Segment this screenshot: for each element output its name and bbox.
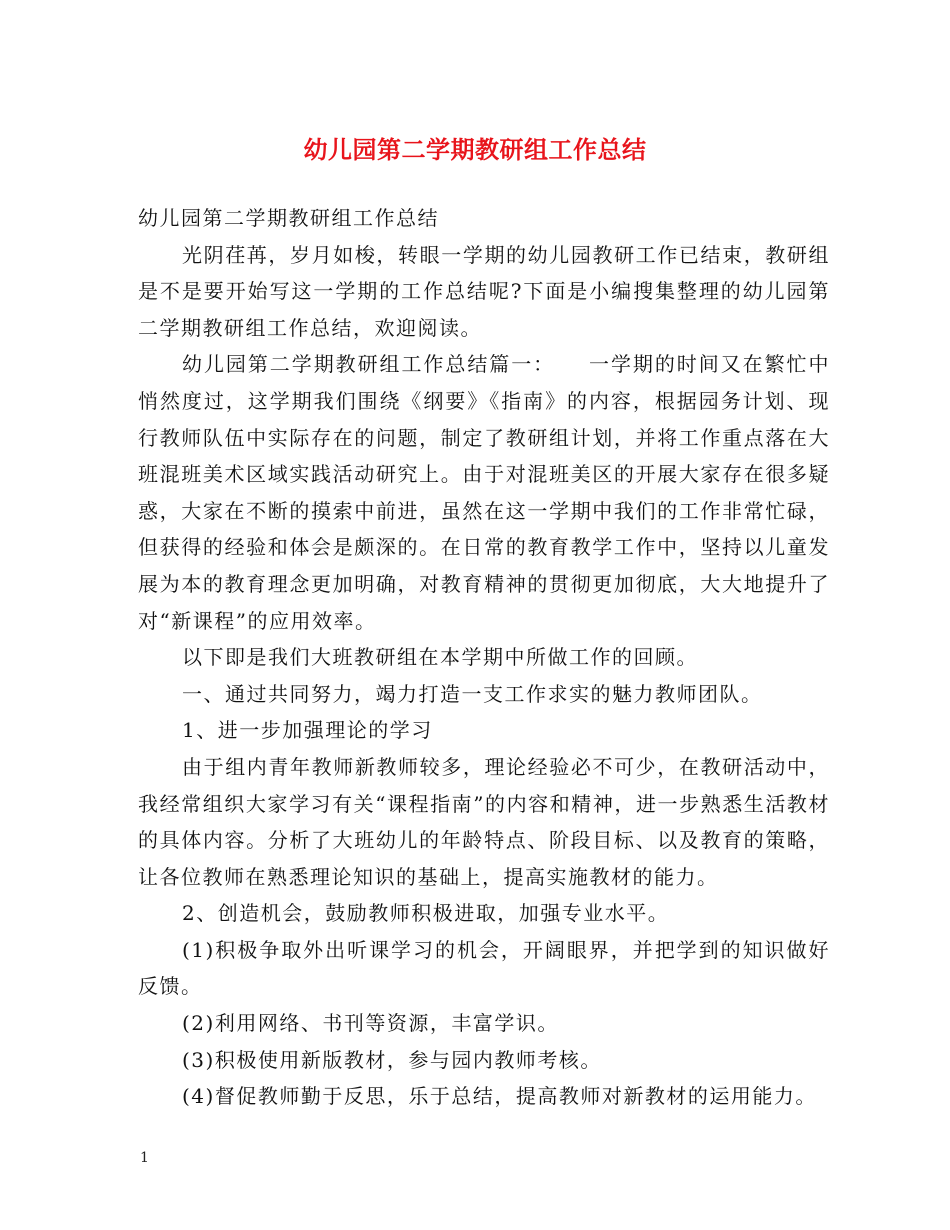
list-item-1: (1)积极争取外出听课学习的机会，开阔眼界，并把学到的知识做好反馈。 <box>138 937 830 999</box>
subsection-heading-2: 2、创造机会，鼓励教师积极进取，加强专业水平。 <box>182 901 670 926</box>
subtitle-paragraph: 幼儿园第二学期教研组工作总结 <box>138 206 439 230</box>
page-number: 1 <box>140 1150 149 1166</box>
summary-paragraph: 幼儿园第二学期教研组工作总结篇一： 一学期的时间又在繁忙中悄然度过，这学期我们围绕《纲要》《指南》的内容，根据园务计划、现行教师队伍中实际存在的问题，制定了教研组计划，并将工作重点落在大班混班美术区域实践活动研究上。由于对混班美区的开展大家存在很多疑惑，大家在不断的摸索中前进，虽然在这一学期中我们的工作非常忙碌，但获得的经验和体会是颇深的。在日常的教育教学工作中，坚持以儿童发展为本的教育理念更加明确，对教育精神的贯彻更加彻底，大大地提升了对“新课程”的应用效率。 <box>138 352 830 633</box>
review-paragraph: 以下即是我们大班教研组在本学期中所做工作的回顾。 <box>182 645 698 670</box>
subsection-heading-1: 1、进一步加强理论的学习 <box>182 718 433 743</box>
list-item-4: (4)督促教师勤于反思，乐于总结，提高教师对新教材的运用能力。 <box>182 1084 817 1109</box>
section-heading-1: 一、通过共同努力，竭力打造一支工作求实的魅力教师团队。 <box>182 681 763 706</box>
intro-paragraph: 光阴荏苒，岁月如梭，转眼一学期的幼儿园教研工作已结束，教研组是不是要开始写这一学期的工作总结呢?下面是小编搜集整理的幼儿园第二学期教研组工作总结，欢迎阅读。 <box>138 242 830 340</box>
list-item-3: (3)积极使用新版教材，参与园内教师考核。 <box>182 1047 602 1072</box>
document-title: 幼儿园第二学期教研组工作总结 <box>303 135 647 164</box>
document-body <box>138 200 830 1115</box>
list-item-2: (2)利用网络、书刊等资源，丰富学识。 <box>182 1011 559 1036</box>
theory-paragraph: 由于组内青年教师新教师较多，理论经验必不可少，在教研活动中，我经常组织大家学习有关“课程指南”的内容和精神，进一步熟悉生活教材的具体内容。分析了大班幼儿的年龄特点、阶段目标、以及教育的策略，让各位教师在熟悉理论知识的基础上，提高实施教材的能力。 <box>138 754 830 889</box>
